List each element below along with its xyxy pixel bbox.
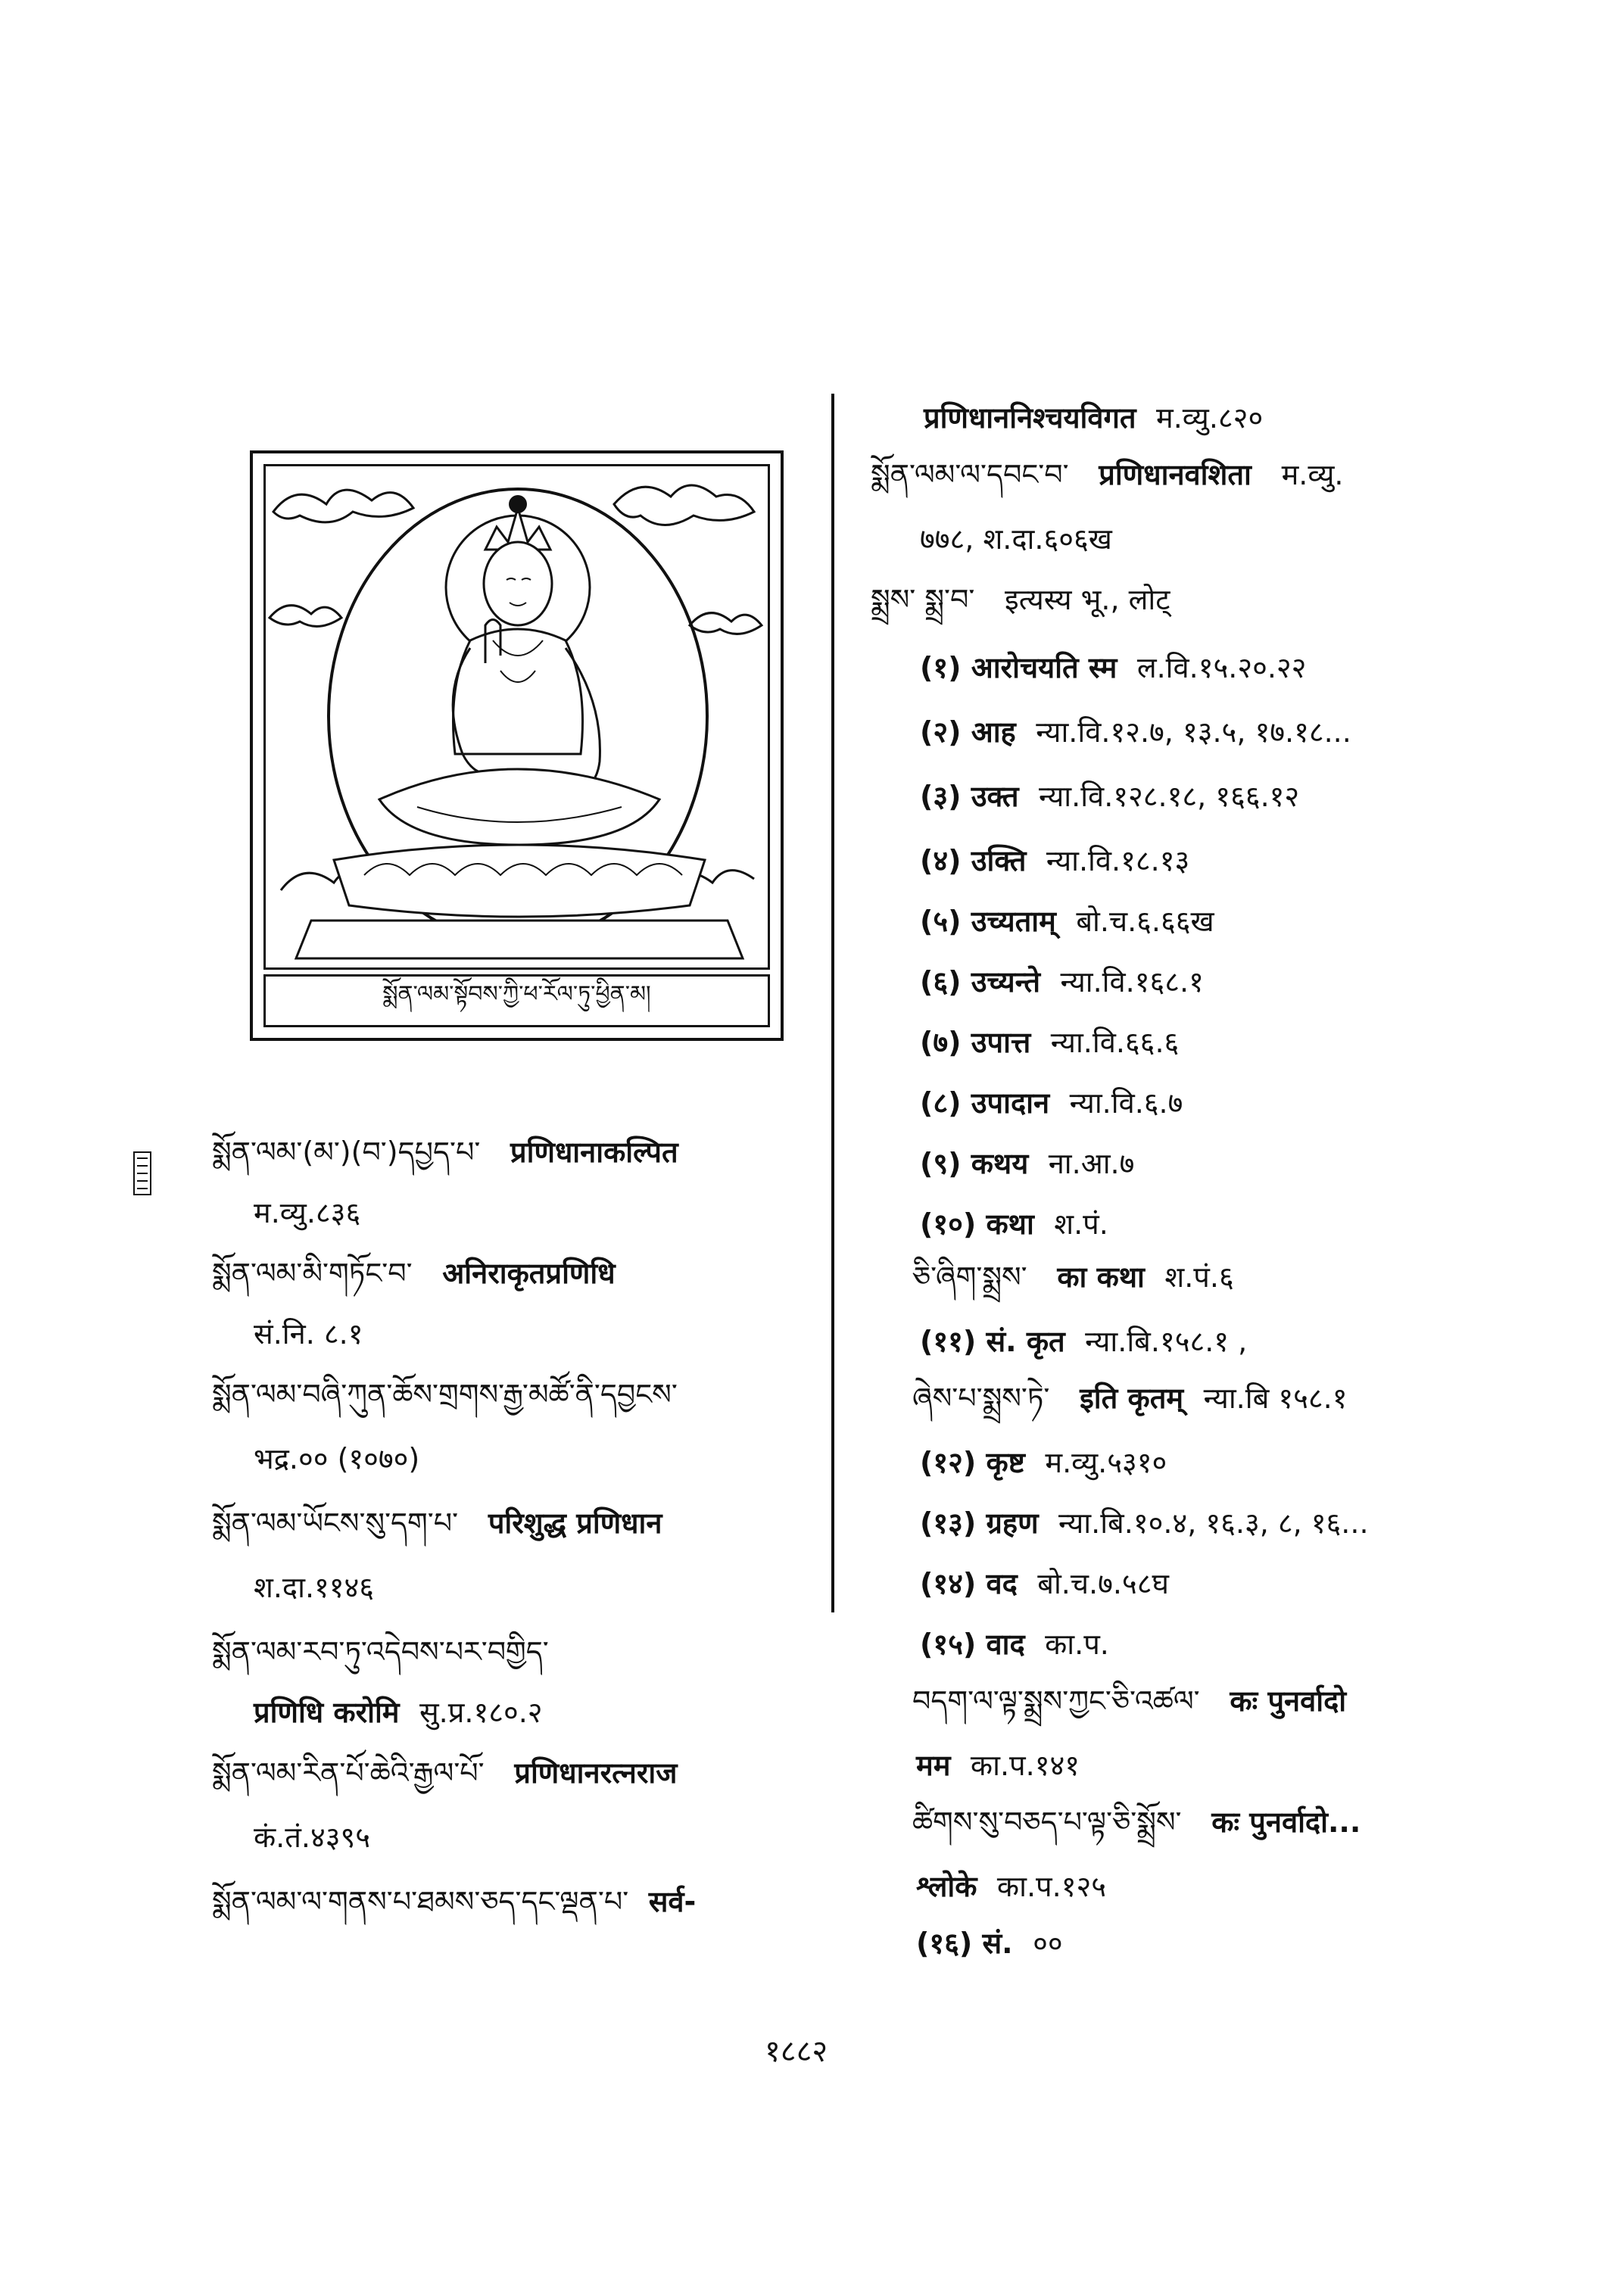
right-line-11 <box>920 1026 1179 1061</box>
entry-ref: श.पं. <box>1054 1207 1108 1241</box>
right-line-12 <box>920 1086 1183 1121</box>
entry-tibetan: བདག་ལ་ལྟ་སྨྲས་ཀྱང་ཅི་འཚལ་ <box>912 1684 1200 1718</box>
left-entry-3-ref: भद्र.०० (१०७०) <box>254 1442 420 1475</box>
entry-sanskrit: प्रणिधि करोमि <box>254 1696 400 1729</box>
right-line-5 <box>920 651 1306 686</box>
entry-tibetan: ཅི་ཞིག་སྨྲས་ <box>912 1260 1027 1294</box>
entry-ref: म.व्यु.५३१० <box>1045 1446 1167 1479</box>
entry-sanskrit: (४) उक्ति <box>920 844 1027 877</box>
entry-tibetan: སྨོན་ལམ་རིན་པོ་ཆེའི་རྒྱལ་པོ་ <box>212 1756 485 1790</box>
right-line-26 <box>916 1927 1063 1961</box>
entry-sanskrit: प्रणिधानवशिता <box>1099 458 1252 491</box>
entry-ref: न्या.वि.१२८.१८, १६६.१२ <box>1039 780 1300 813</box>
right-line-9 <box>920 905 1214 939</box>
right-line-24 <box>912 1805 1361 1840</box>
left-entry-6-ref: कं.तं.४३९५ <box>254 1821 371 1854</box>
left-entry-1-ref: म.व्यु.८३६ <box>254 1196 361 1229</box>
entry-tibetan: སྨོན་ལམ་རབ་ཏུ་འདེབས་པར་བགྱིད་ <box>212 1635 549 1668</box>
left-entry-3 <box>212 1378 678 1413</box>
entry-ref: न्या.बि.१५८.१ , <box>1085 1325 1248 1358</box>
entry-sanskrit: (१५) वाद <box>920 1628 1025 1661</box>
entry-ref: म.व्यु. <box>1281 458 1344 491</box>
entry-sanskrit: परिशुद्ध प्रणिधान <box>488 1506 662 1540</box>
right-line-4 <box>871 583 1170 618</box>
entry-sanskrit: अनिराकृतप्रणिधि <box>442 1257 616 1290</box>
entry-sanskrit: प्रणिधानाकल्पित <box>510 1136 678 1169</box>
column-divider <box>831 394 834 1612</box>
entry-sanskrit: (१४) वद <box>920 1567 1018 1600</box>
entry-ref: ०० <box>1033 1927 1063 1960</box>
deity-illustration <box>250 450 784 1041</box>
right-line-20 <box>920 1567 1169 1602</box>
left-entry-4 <box>212 1506 662 1541</box>
seated-deity-drawing <box>266 466 770 967</box>
right-line-14 <box>920 1207 1108 1242</box>
right-line-17 <box>912 1382 1347 1416</box>
entry-ref: न्या.वि.१६८.१ <box>1060 965 1204 999</box>
right-line-8 <box>920 844 1189 879</box>
right-line-15 <box>912 1260 1234 1295</box>
entry-sanskrit: (९) कथय <box>920 1147 1029 1180</box>
entry-sanskrit: (३) उक्त <box>920 780 1019 813</box>
entry-tibetan: སྨོན་ལམ་(མ་)(བ་)དཔྱད་པ་ <box>212 1136 481 1169</box>
entry-tibetan: སྨོན་ལམ་ལ་དབང་བ་ <box>871 458 1069 491</box>
entry-sanskrit: इति कृतम् <box>1080 1382 1184 1415</box>
entry-sanskrit: (६) उच्यन्ते <box>920 965 1041 999</box>
entry-tibetan: སྨོན་ལམ་བཞི་ཀུན་ཆོས་གྲགས་རྒྱ་མཚོ་ནི་དབྱངས་ <box>212 1378 678 1411</box>
left-entry-4-ref: श.दा.११४६ <box>254 1571 375 1604</box>
right-line-7 <box>920 780 1299 815</box>
entry-note: इत्यस्य भू., लोट् <box>1005 583 1170 616</box>
entry-ref: श.पं.६ <box>1164 1260 1234 1294</box>
entry-ref: न्या.बि १५८.१ <box>1203 1382 1348 1415</box>
entry-ref: ल.वि.१५.२०.२२ <box>1136 651 1307 684</box>
right-line-23 <box>916 1749 1080 1784</box>
left-entry-7 <box>212 1885 696 1920</box>
entry-ref: न्या.वि.६६.६ <box>1050 1026 1180 1059</box>
entry-sanskrit: (५) उच्यताम् <box>920 905 1056 938</box>
entry-ref: न्या.वि.१२.७, १३.५, १७.१८... <box>1036 715 1351 749</box>
entry-sanskrit: प्रणिधाननिश्चयविगत <box>924 401 1136 435</box>
entry-tibetan: ཞེས་པ་སྨྲས་ཏེ་ <box>912 1382 1050 1415</box>
entry-sanskrit: (१०) कथा <box>920 1207 1034 1241</box>
entry-sanskrit: कः पुनर्वादो <box>1230 1684 1347 1718</box>
entry-sanskrit: (११) सं. कृत <box>920 1325 1065 1358</box>
right-line-16 <box>920 1325 1247 1360</box>
left-entry-1 <box>212 1136 678 1170</box>
entry-tibetan: སྨོན་ལམ་མི་གཏོང་བ་ <box>212 1257 413 1290</box>
right-line-25 <box>916 1870 1106 1905</box>
illustration-caption: སྨོན་ལམ་སྟོབས་ཀྱི་ཕ་རོལ་ཏུ་ཕྱིན་མ། <box>382 981 651 1008</box>
entry-ref: ना.आ.७ <box>1048 1147 1135 1180</box>
left-entry-2-ref: सं.नि. ८.१ <box>254 1317 363 1351</box>
right-line-10 <box>920 965 1204 1000</box>
entry-ref: बो.च.७.५८घ <box>1037 1567 1169 1600</box>
right-line-13 <box>920 1147 1134 1182</box>
entry-sanskrit: मम <box>916 1749 951 1782</box>
entry-ref: बो.च.६.६६ख <box>1076 905 1214 938</box>
entry-sanskrit: सर्व- <box>648 1885 697 1918</box>
entry-sanskrit: श्लोके <box>916 1870 977 1903</box>
entry-sanskrit: (२) आह <box>920 715 1016 749</box>
entry-ref: का.प. <box>1045 1628 1109 1661</box>
right-line-1 <box>924 401 1263 436</box>
illustration-panel <box>263 464 770 970</box>
left-entry-6 <box>212 1756 677 1791</box>
left-entry-5 <box>212 1635 549 1670</box>
margin-mark-icon <box>132 1151 152 1196</box>
right-line-2 <box>871 458 1343 493</box>
left-entry-2 <box>212 1257 616 1291</box>
entry-sanskrit: (१) आरोचयति स्म <box>920 651 1117 684</box>
right-line-18 <box>920 1446 1167 1481</box>
illustration-caption-box <box>263 974 770 1027</box>
entry-sanskrit: प्रणिधानरत्नराज <box>514 1756 678 1790</box>
entry-ref: म.व्यु.८२० <box>1156 401 1264 435</box>
right-line-22 <box>912 1684 1346 1719</box>
entry-sanskrit: (१२) कृष्ट <box>920 1446 1025 1479</box>
entry-sanskrit: (१६) सं. <box>916 1927 1013 1960</box>
entry-tibetan: ཚིགས་སུ་བཅད་པ་ལྟ་ཅི་སྨྲོས་ <box>912 1805 1182 1839</box>
entry-tibetan: སྨོན་ལམ་ལ་གནས་པ་ཐམས་ཅད་དང་ལྡན་པ་ <box>212 1885 629 1918</box>
page-number: १८८२ <box>765 2034 828 2069</box>
entry-ref: न्या.वि.६.७ <box>1069 1086 1183 1120</box>
left-entry-5-cont <box>254 1696 543 1731</box>
entry-ref: का.प.१४१ <box>970 1749 1080 1782</box>
entry-tibetan: སྨྲས་ སྨྲ་བ་ <box>871 583 975 616</box>
right-line-3: ७७८, श.दा.६०६ख <box>920 522 1112 556</box>
entry-sanskrit: कः पुनर्वादो... <box>1211 1805 1361 1839</box>
entry-tibetan: སྨོན་ལམ་ཡོངས་སུ་དག་པ་ <box>212 1506 459 1540</box>
right-line-21 <box>920 1628 1109 1662</box>
entry-sanskrit: (७) उपात्त <box>920 1026 1031 1059</box>
entry-sanskrit: (१३) ग्रहण <box>920 1506 1039 1540</box>
entry-ref: का.प.१२५ <box>996 1870 1106 1903</box>
entry-sanskrit: का कथा <box>1057 1260 1145 1294</box>
entry-ref: सु.प्र.१८०.२ <box>419 1696 543 1729</box>
entry-sanskrit: (८) उपादान <box>920 1086 1050 1120</box>
right-line-19 <box>920 1506 1369 1541</box>
right-line-6 <box>920 715 1351 750</box>
entry-ref: न्या.वि.१८.१३ <box>1046 844 1190 877</box>
entry-ref: न्या.बि.१०.४, १६.३, ८, १६... <box>1058 1506 1369 1540</box>
